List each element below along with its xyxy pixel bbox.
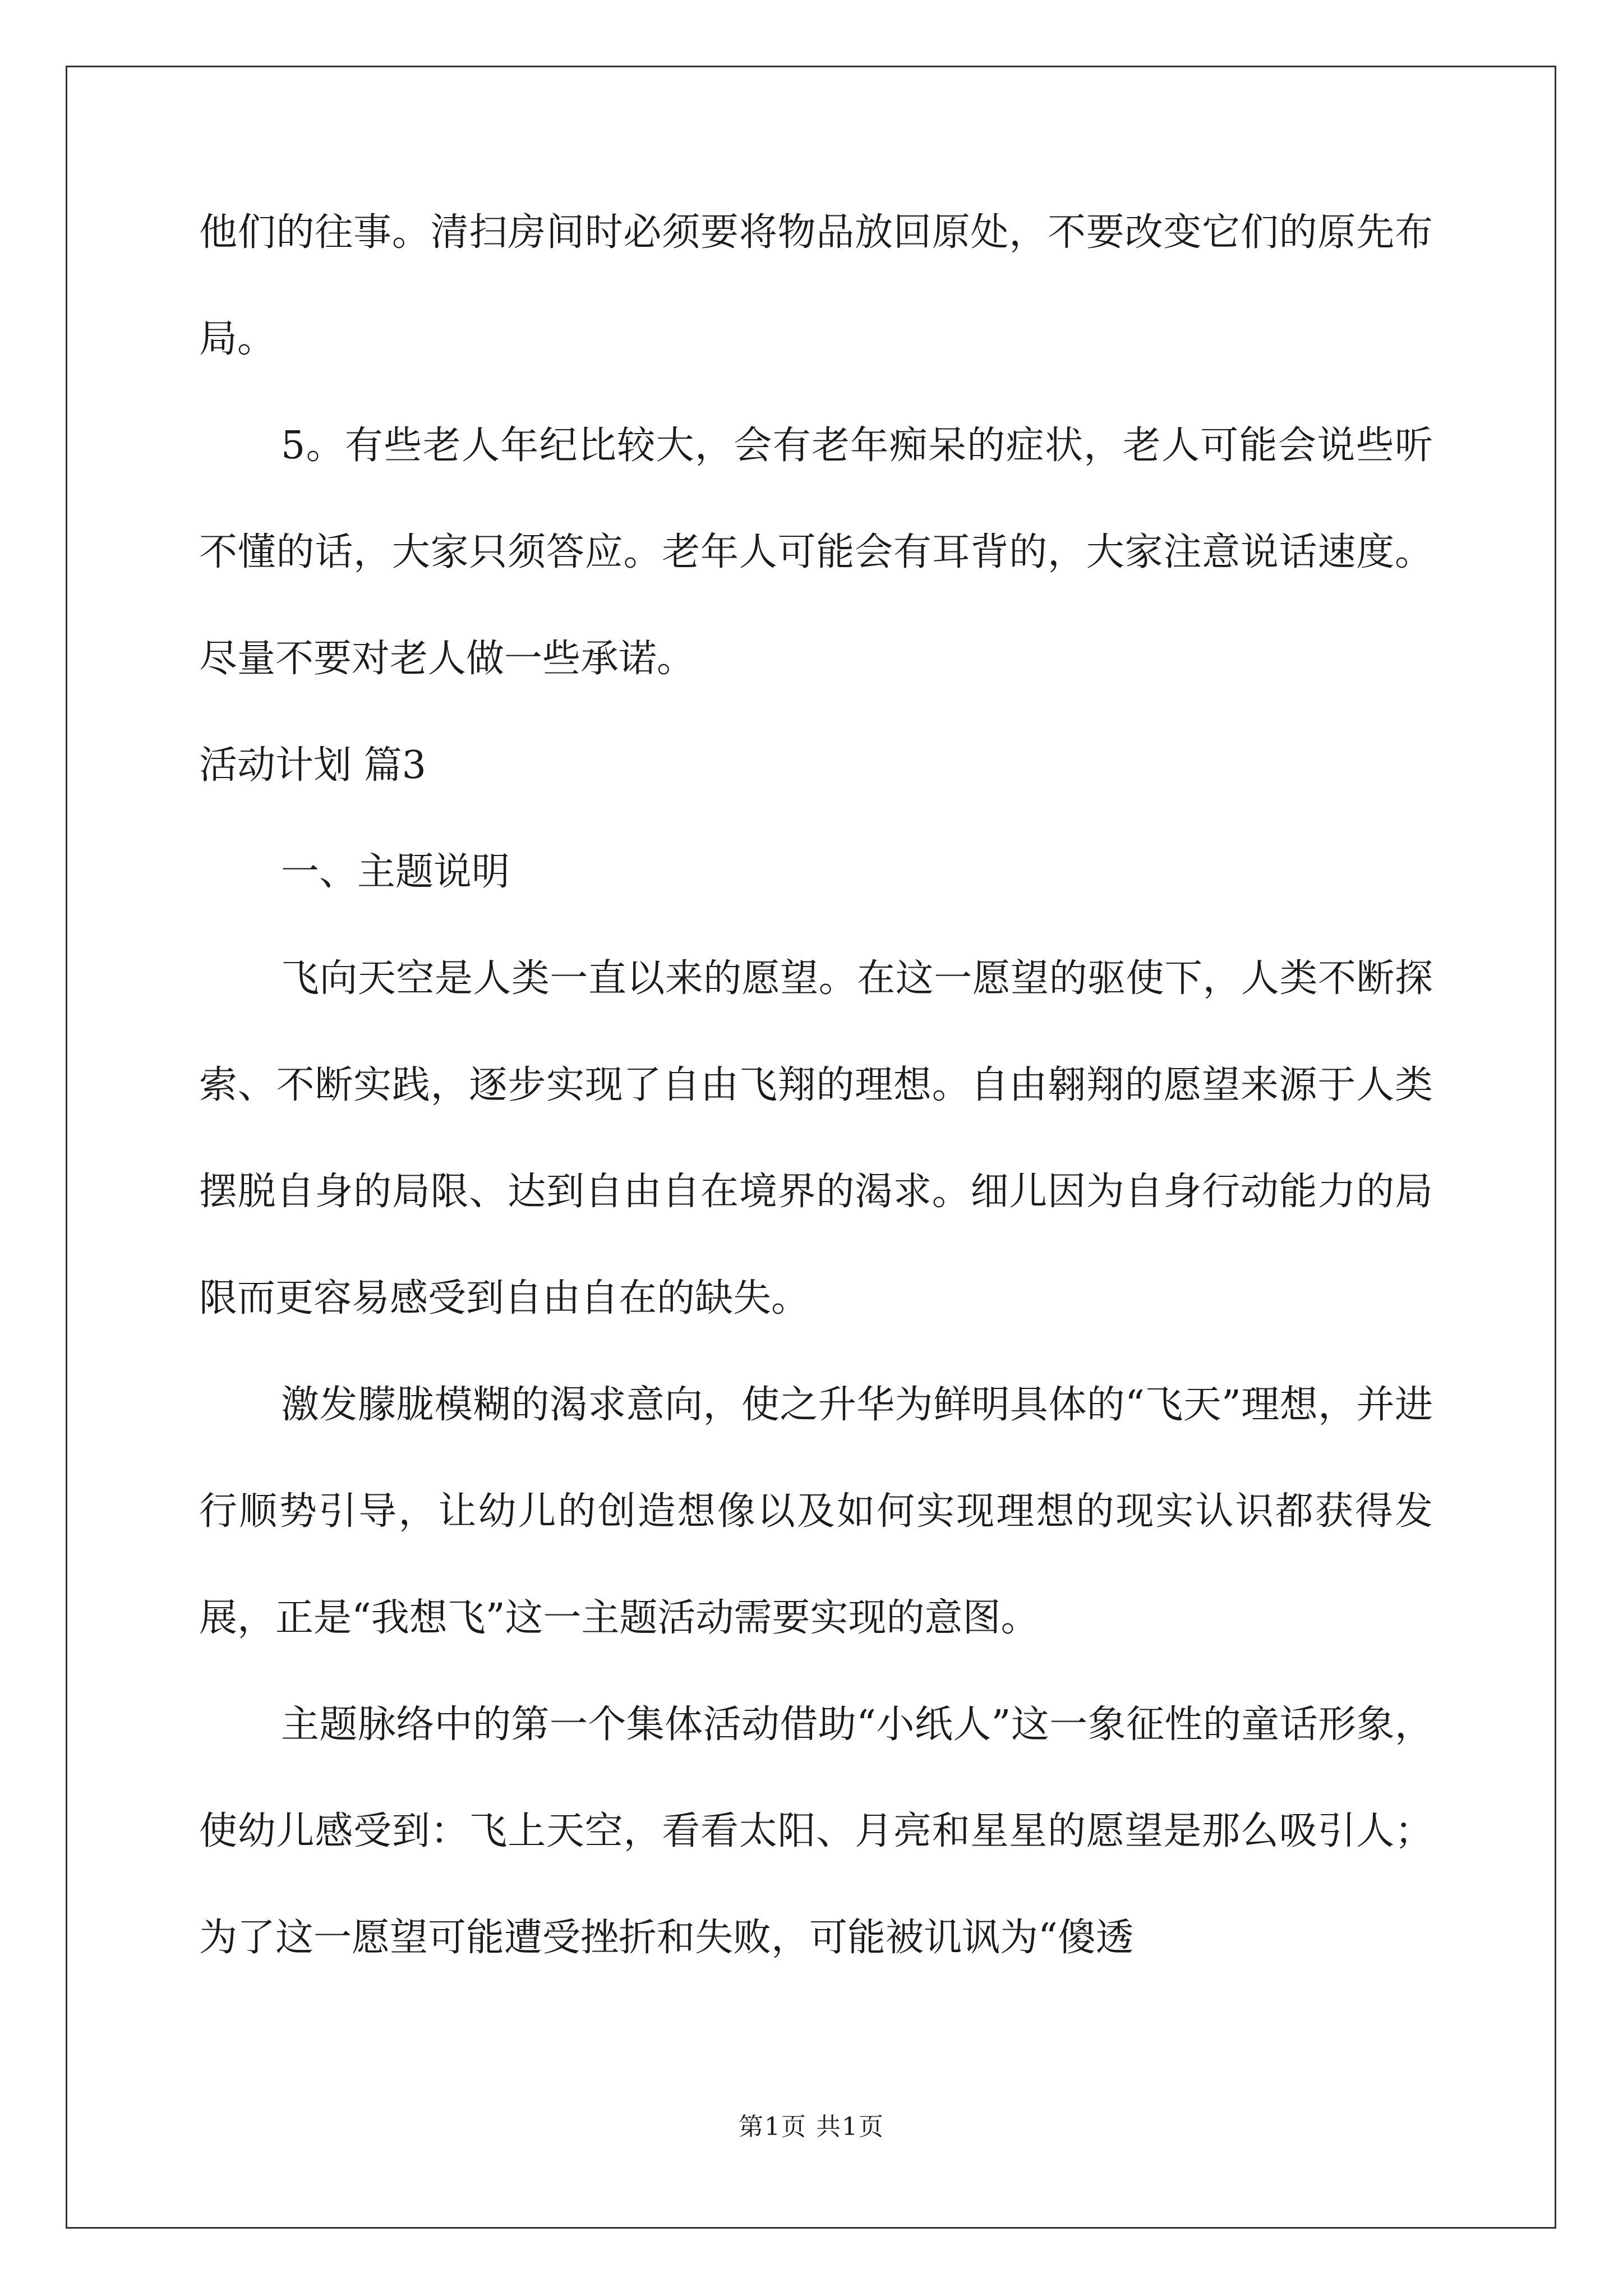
paragraph-theme-intro: 飞向天空是人类一直以来的愿望。在这一愿望的驱使下，人类不断探索、不断实践，逐步实现了自由飞翔的理想。自由翱翔的愿望来源于人类摆脱自身的局限、达到自由自在境界的渴求。细儿因为自身行动能力的局限而更容易感受到自由自在的缺失。 [199,956,1433,1320]
paragraph-continuation: 他们的往事。清扫房间时必须要将物品放回原处，不要改变它们的原先布局。 [199,210,1433,361]
paragraph-theme-purpose: 激发朦胧模糊的渴求意向，使之升华为鲜明具体的“飞天”理想，并进行顺势引导，让幼儿的创造想像以及如何实现理想的现实认识都获得发展，正是“我想飞”这一主题活动需要实现的意图。 [199,1383,1433,1640]
document-body [199,180,1433,1991]
page-footer: 第1页 共1页 [739,2113,884,2141]
subsection-heading: 一、主题说明 [281,850,510,894]
paragraph-theme-context: 主题脉络中的第一个集体活动借助“小纸人”这一象征性的童话形象，使幼儿感受到：飞上天空，看看太阳、月亮和星星的愿望是那么吸引人；为了这一愿望可能遭受挫折和失败，可能被讥讽为“傻透 [199,1703,1433,1960]
section-heading: 活动计划 篇3 [199,743,426,788]
paragraph-item-5: 5。有些老人年纪比较大，会有老年痴呆的症状，老人可能会说些听不懂的话，大家只须答应。老年人可能会有耳背的，大家注意说话速度。尽量不要对老人做一些承诺。 [199,424,1433,681]
